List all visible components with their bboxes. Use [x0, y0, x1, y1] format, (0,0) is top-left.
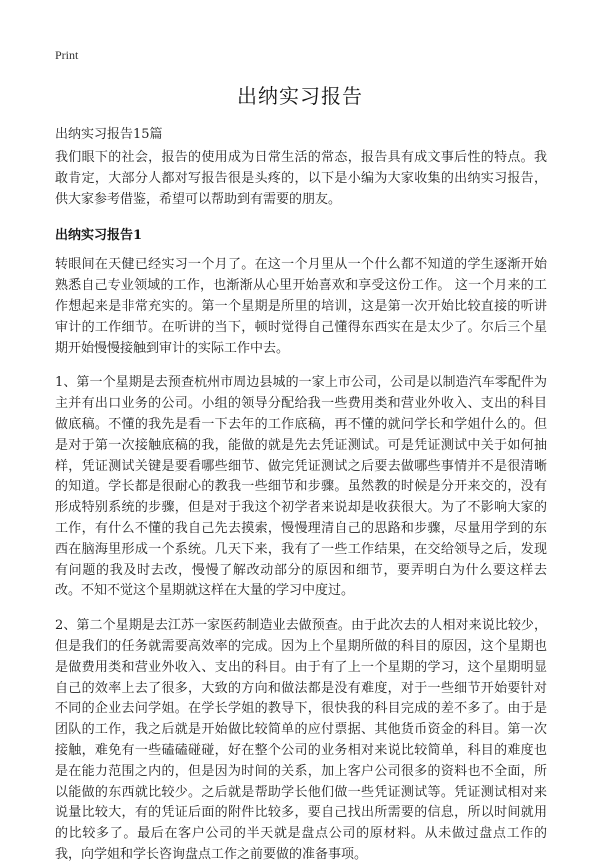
section-heading: 出纳实习报告1: [55, 228, 143, 244]
page-title: 出纳实习报告: [237, 84, 363, 108]
document-subtitle: 出纳实习报告15篇: [55, 127, 163, 142]
body-paragraph-3: 2、第二个星期是去江苏一家医药制造业去做预查。由于此次去的人相对来说比较少，但是我们的任务就需要高效率的完成。因为上个星期所做的科目的原因，这个星期也是做费用类和营业外收入、支出的科目。由于有了上一个星期的学习，这个星期明显自己的效率上去了很多，大致的方向和做法都是没有难度，对于一些细节开始要针对不同的企业去问学姐。在学长学姐的教导下，很快我的科目完成的差不多了。由于是团队的工作，我之后就是开始做比较简单的应付票据、其他货币资金的科目。第一次接触，难免有一些磕磕碰碰，好在整个公司的业务相对来说比较简单，科目的难度也是在能力范围之内的，但是因为时间的关系，加上客户公司很多的资料也不全面，所以能做的东西就比较少。之后就是帮助学长他们做一些凭证测试等。凭证测试相对来说量比较大，有的凭证后面的附件比较多，要自己找出所需要的信息，所以时间就用的比较多了。最后在客户公司的半天就是盘点公司的原材料。从未做过盘点工作的我，向学姐和学长咨询盘点工作之前要做的准备事项。: [55, 618, 547, 862]
body-paragraph-2: 1、第一个星期是去预查杭州市周边县城的一家上市公司，公司是以制造汽车零配件为主并有出口业务的公司。小组的领导分配给我一些费用类和营业外收入、支出的科目做底稿。不懂的我先是看一下去年的工作底稿，再不懂的就问学长和学姐什么的。但是对于第一次接触底稿的我，能做的就是先去凭证测试。可是凭证测试中关于如何抽样，凭证测试关键是要看哪些细节、做完凭证测试之后要去做哪些事情并不是很清晰的知道。学长都是很耐心的教我一些细节和步骤。虽然教的时候是分开来交的，没有形成特别系统的步骤，但是对于我这个初学者来说却是收获很大。为了不影响大家的工作，有什么不懂的我自己先去摸索，慢慢理清自己的思路和步骤，尽量用学到的东西在脑海里形成一个系统。几天下来，我有了一些工作结果，在交给领导之后，发现有问题的我及时去改，慢慢了解改动部分的原因和细节，要弄明白为什么要这样去改。不知不觉这个星期就这样在大量的学习中度过。: [55, 375, 547, 599]
document-body: [55, 148, 547, 866]
body-paragraph-1: 转眼间在天健已经实习一个月了。在这一个月里从一个什么都不知道的学生逐渐开始熟悉自己专业领域的工作，也渐渐从心里开始喜欢和享受这份工作。 这一个月来的工作想起来是非常充实的。第一个星期是所里的培训，这是第一次开始比较直接的听讲审计的工作细节。在听讲的当下，顿时觉得自己懂得东西实在是太少了。尔后三个星期开始慢慢接触到审计的实际工作中去。: [55, 257, 547, 356]
intro-paragraph: 我们眼下的社会，报告的使用成为日常生活的常态，报告具有成文事后性的特点。我敢肯定，大部分人都对写报告很是头疼的，以下是小编为大家收集的出纳实习报告，供大家参考借鉴，希望可以帮助到有需要的朋友。: [55, 150, 547, 207]
print-link[interactable]: Print: [55, 48, 79, 62]
